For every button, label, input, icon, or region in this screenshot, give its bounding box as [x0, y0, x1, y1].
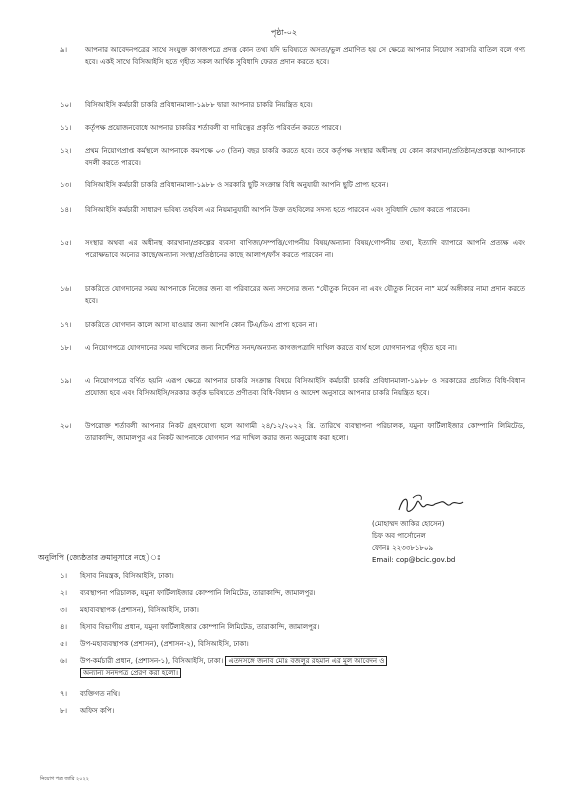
- copy-text: ব্যবস্থাপনা পরিচালক, যমুনা ফার্টিলাইজার কোম্পানি লিমিটেড, তারাকান্দি, জামালপুর।: [80, 589, 316, 597]
- copy-text: উপ-মহাব্যবস্থাপক (প্রশাসন), (প্রশাসন-২), বিসিআইসি, ঢাকা।: [80, 640, 249, 648]
- copy-number: ৩।: [60, 606, 68, 614]
- forwarding-note-line-2: অন্যান্য সনদপত্র প্রেরণ করা হলো।: [83, 669, 178, 677]
- clause-number: ১০।: [60, 101, 72, 109]
- clause-text: বিসিআইসি কর্মচারী সাধারণ ভবিষ্য তহবিল এর নিয়মানুযায়ী আপনি উক্ত তহবিলের সদস্য হতে পারবেন এবং সুবিধাদি ভোগ করতে পারবেন।: [85, 206, 470, 214]
- clause-text: এ নিয়োগপত্রে যোগদানের সময় দাখিলের জন্য নির্দেশিত সনদ/অন্যান্য কাগজপত্রাদি দাখিল করতে ব্যর্থ হলে যোগদানপত্র গৃহীত হবে না।: [85, 344, 457, 352]
- signatory-name: (মোহাম্মদ জাকির হোসেন): [372, 520, 445, 528]
- signatory-email: Email: cop@bcic.gov.bd: [372, 556, 456, 564]
- clause-text: এ নিয়োগপত্রে বর্ণিত হয়নি এরূপ ক্ষেত্রে আপনার চাকরি সংক্রান্ত বিষয়ে বিসিআইসি কর্মচারী চাকরি প্রবিধানমালা-১৯৮৮ ও সরকারের প্রচলিত বিধি-বিধান প্রযোজ্য হবে এবং বিসিআইসি/সরকার কর্তৃক ভবিষ্যতে প্রণীতব্য বিধি-বিধান ও আদেশ অনুসারে আপনার চাকরি নিয়ন্ত্রিত হবে।: [85, 377, 525, 397]
- clause-number: ১১।: [60, 124, 72, 132]
- copy-number: ৪।: [60, 623, 68, 631]
- copy-text: [80, 655, 530, 679]
- signatory-block: [372, 474, 532, 566]
- forwarding-note-box-2: [80, 668, 181, 678]
- clause-number: ১৪।: [60, 206, 72, 214]
- clause-number: ১৭।: [60, 321, 72, 329]
- clause-number: ৯।: [60, 46, 68, 54]
- forwarding-note-box: [225, 656, 387, 666]
- copy-number: ২।: [60, 589, 68, 597]
- copy-number: ৮।: [60, 707, 68, 715]
- forwarding-note-line-1: এতদসঙ্গে জনাব মোঃ বজলুর রহমান এর মূল আবেদন ও: [228, 657, 385, 665]
- copy-text: হিসাব নিয়ন্ত্রক, বিসিআইসি, ঢাকা।: [80, 572, 174, 580]
- copy-number: ৫।: [60, 640, 68, 648]
- copy-text-main: উপ-কর্মচারী প্রধান, (প্রশাসন-১), বিসিআইসি, ঢাকা।: [80, 657, 224, 665]
- signatory-designation: চিফ অব পার্সোনেল: [372, 532, 426, 540]
- clause-number: ১৯।: [60, 377, 72, 385]
- signatory-phone: ফোনঃ ২২৩৩৮১৮০৯: [372, 544, 434, 552]
- clause-text: কর্তৃপক্ষ প্রয়োজনবোধে আপনার চাকরির শর্তাবলী বা দায়িত্বের প্রকৃতি পরিবর্তন করতে পারবে।: [85, 124, 342, 132]
- page-number: পৃষ্ঠা-০২: [270, 28, 298, 37]
- clause-text: উপরোক্ত শর্তাবলী আপনার নিকট গ্রহণযোগ্য হলে আগামী ২৪/১২/২০২২ খ্রি. তারিখে ব্যবস্থাপনা পরিচালক, যমুনা ফার্টিলাইজার কোম্পানি লিমিটেড, তারাকান্দি, জামালপুর এর নিকট আপনাকে যোগদান পত্র দাখিল করার জন্য অনুরোধ করা হলো।: [85, 422, 525, 442]
- clause-text: বিসিআইসি কর্মচারী চাকরি প্রবিধানমালা-১৯৮৮ ও সরকারি ছুটি সংক্রান্ত বিধি অনুযায়ী আপনি ছুটি প্রাপ্য হবেন।: [85, 181, 389, 189]
- clause-number: ১৬।: [60, 285, 72, 293]
- copy-number: ৬।: [60, 657, 68, 665]
- clause-text: প্রথম নিয়োগপ্রাপ্ত কর্মস্থলে আপনাকে কমপক্ষে ০৩ (তিন) বছর চাকরি করতে হবে। তবে কর্তৃপক্ষ সংস্থার অধীনস্থ যে কোন কারখানা/প্রতিষ্ঠান/প্রকল্পে আপনাকে বদলী করতে পারবে।: [85, 147, 525, 167]
- copy-number: ১।: [60, 572, 68, 580]
- clause-text: সংস্থার অথবা এর অধীনস্থ কারখানা/প্রকল্পের ব্যবসা বাণিজ্য/সম্পত্তি/গোপনীয় বিষয়/অন্যান্য বিষয়/গোপনীয় তথ্য, ইত্যাদি ব্যাপারে আপনি প্রত্যক্ষ এবং পরোক্ষভাবে অন্যের কাছে/অন্যান্য সংস্থা/প্রতিষ্ঠানের কাছে আলাপ/ফাঁস করতে পারবেন না।: [85, 239, 525, 259]
- copy-list-heading: অনুলিপি (জ্যেষ্ঠতার ক্রমানুসারে নহে)ঃ: [38, 553, 161, 562]
- copy-number: ৭।: [60, 690, 68, 698]
- copy-text: ব্যক্তিগত নথি।: [80, 690, 121, 698]
- clause-number: ১৫।: [60, 239, 72, 247]
- clause-number: ১২।: [60, 147, 72, 155]
- clause-number: ১৩।: [60, 181, 72, 189]
- copy-text: অফিস কপি।: [80, 707, 115, 715]
- clause-number: ২০।: [60, 422, 72, 430]
- clause-text: চাকরিতে যোগদান কালে আসা যাওয়ার জন্য আপনি কোন টিএ/ডিএ প্রাপ্য হবেন না।: [85, 321, 318, 329]
- clause-text: চাকরিতে যোগদানের সময় আপনাকে নিজের জন্য বা পরিবারের অন্য সদস্যের জন্য “যৌতুক নিবেন না এবং যৌতুক নিবেন না” মর্মে অঙ্গীকার নামা প্রদান করতে হবে।: [85, 285, 525, 305]
- footer-note: নিয়োগ পত্র জারি ২০২২: [40, 776, 90, 782]
- clause-text: বিসিআইসি কর্মচারী চাকরি প্রবিধানমালা-১৯৮৮ দ্বারা আপনার চাকরি নিয়ন্ত্রিত হবে।: [85, 101, 313, 109]
- copy-text: হিসাব বিভাগীয় প্রধান, যমুনা ফার্টিলাইজার কোম্পানি লিমিটেড, তারাকান্দি, জামালপুর।: [80, 623, 320, 631]
- clause-number: ১৮।: [60, 344, 72, 352]
- clause-text: আপনার আবেদনপত্রের সাথে সংযুক্ত কাগজপত্রে প্রদত্ত কোন তথ্য যদি ভবিষ্যতে অসত্য/ভুল প্রমাণিত হয় সে ক্ষেত্রে আপনার নিয়োগ সরাসরি বাতিল বলে গণ্য হবে। একই সাথে বিসিআইসি হতে গৃহীত সকল আর্থিক সুবিধাদি ফেরত প্রদান করতে হবে।: [85, 46, 525, 66]
- copy-text: মহাব্যবস্থাপক (প্রশাসন), বিসিআইসি, ঢাকা।: [80, 606, 199, 614]
